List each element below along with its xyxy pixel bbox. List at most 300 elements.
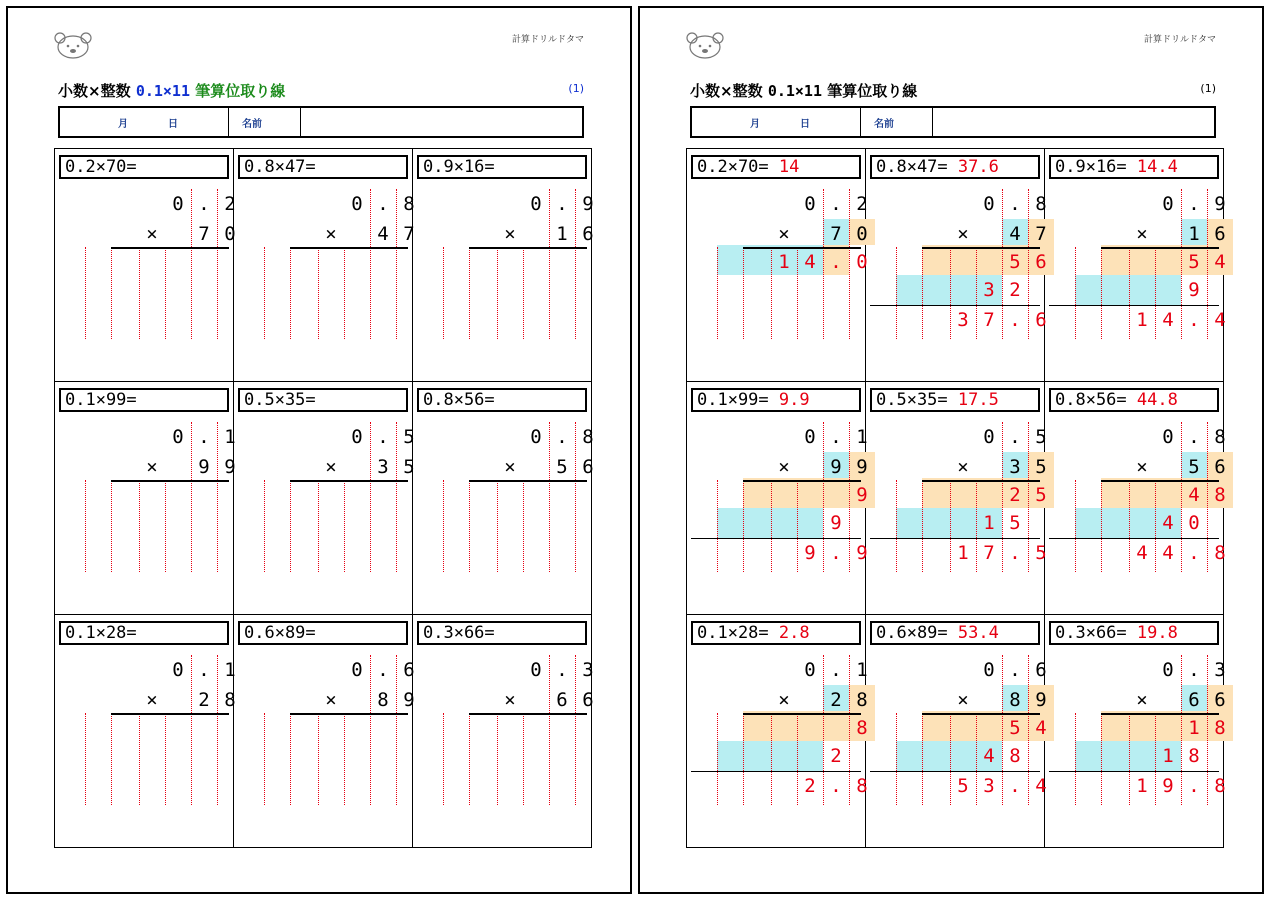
answer-cell	[687, 615, 866, 848]
digit: 8	[1214, 717, 1226, 739]
question-box	[691, 155, 861, 179]
digit: 4	[1162, 512, 1174, 534]
day-label: 日	[800, 119, 810, 130]
digit: 1	[224, 659, 236, 681]
digit: .	[1009, 426, 1021, 448]
digit: ×	[325, 223, 337, 245]
digit: .	[1188, 309, 1200, 331]
digit: 7	[403, 223, 415, 245]
digit: 4	[1162, 309, 1174, 331]
place-value-shade	[1075, 275, 1181, 305]
digit: 6	[556, 689, 568, 711]
answer-cell	[866, 382, 1045, 615]
digit: 1	[856, 659, 868, 681]
guide-line	[717, 713, 718, 805]
digit: 0	[530, 426, 542, 448]
digit: ×	[1136, 223, 1148, 245]
digit: .	[1009, 542, 1021, 564]
question-text: 0.3×66=	[423, 623, 495, 643]
digit: 2	[224, 193, 236, 215]
digit: 9	[1188, 279, 1200, 301]
digit: 4	[1035, 717, 1047, 739]
guide-line	[523, 247, 524, 339]
place-value-shade	[717, 741, 823, 771]
digit: 5	[1035, 456, 1047, 478]
bear-logo-icon	[684, 32, 726, 60]
digit: 5	[1188, 456, 1200, 478]
digit: 0	[804, 193, 816, 215]
digit: 0	[804, 426, 816, 448]
bear-logo-icon	[52, 32, 94, 60]
digit: 1	[983, 512, 995, 534]
digit: ×	[1136, 689, 1148, 711]
question-text: 0.1×28=	[697, 623, 769, 643]
digit: 3	[957, 309, 969, 331]
digit: 3	[1009, 456, 1021, 478]
question-box	[59, 388, 229, 412]
place-value-shade	[717, 508, 823, 538]
date-field[interactable]	[692, 108, 861, 136]
digit: 5	[1009, 251, 1021, 273]
answer-grid	[686, 148, 1224, 848]
answer-cell	[1045, 149, 1224, 382]
guide-line	[743, 247, 744, 339]
multiplication-line	[743, 713, 861, 715]
guide-line	[165, 713, 166, 805]
multiplication-line	[290, 247, 408, 249]
digit: 1	[1136, 775, 1148, 797]
multiplication-line	[469, 247, 587, 249]
digit: 0	[1162, 659, 1174, 681]
digit: 4	[804, 251, 816, 273]
guide-line	[896, 713, 897, 805]
digit: 8	[377, 689, 389, 711]
digit: 0	[1188, 512, 1200, 534]
question-box	[417, 155, 587, 179]
name-label-cell	[860, 108, 933, 136]
multiplication-line	[290, 480, 408, 482]
digit: 9	[1162, 775, 1174, 797]
digit: 0	[856, 251, 868, 273]
guide-line	[1075, 247, 1076, 339]
answer-text: 53.4	[957, 623, 999, 643]
digit: 0	[351, 193, 363, 215]
question-text: 0.1×99=	[65, 390, 137, 410]
digit: 2	[1009, 484, 1021, 506]
guide-line	[743, 713, 744, 805]
digit: 0	[856, 223, 868, 245]
digit: ×	[325, 689, 337, 711]
question-text: 0.1×28=	[65, 623, 137, 643]
question-text: 0.6×89=	[876, 623, 948, 643]
digit: 6	[1214, 689, 1226, 711]
answer-text: 9.9	[778, 390, 810, 410]
digit: 0	[172, 426, 184, 448]
digit: ×	[504, 689, 516, 711]
digit: 9	[830, 512, 842, 534]
sum-line	[1049, 771, 1219, 772]
digit: 6	[1035, 659, 1047, 681]
question-text: 0.6×89=	[244, 623, 316, 643]
guide-line	[1101, 480, 1102, 572]
answer-text: 2.8	[778, 623, 810, 643]
digit: 6	[1188, 689, 1200, 711]
digit: 7	[983, 542, 995, 564]
digit: 8	[856, 775, 868, 797]
digit: 6	[1035, 251, 1047, 273]
guide-line	[469, 480, 470, 572]
digit: .	[830, 659, 842, 681]
guide-line	[264, 247, 265, 339]
brand-text: 計算ドリルドタマ	[511, 35, 584, 45]
digit: 7	[1035, 223, 1047, 245]
question-text: 0.8×56=	[1055, 390, 1127, 410]
digit: ×	[146, 456, 158, 478]
guide-line	[344, 480, 345, 572]
digit: 3	[377, 456, 389, 478]
digit: ×	[146, 223, 158, 245]
question-box	[59, 155, 229, 179]
guide-line	[344, 713, 345, 805]
guide-line	[523, 480, 524, 572]
digit: ×	[504, 456, 516, 478]
digit: 4	[1009, 223, 1021, 245]
digit: 0	[1162, 193, 1174, 215]
problem-cell	[55, 149, 234, 382]
digit: 4	[1035, 775, 1047, 797]
digit: 1	[1188, 223, 1200, 245]
guide-line	[523, 713, 524, 805]
question-box	[691, 388, 861, 412]
guide-line	[165, 247, 166, 339]
digit: 0	[530, 193, 542, 215]
digit: 6	[582, 689, 594, 711]
digit: 7	[830, 223, 842, 245]
digit: 5	[403, 426, 415, 448]
digit: 8	[403, 193, 415, 215]
guide-line	[85, 713, 86, 805]
digit: 0	[351, 426, 363, 448]
title-suffix: 筆算位取り線	[827, 82, 918, 100]
guide-line	[264, 713, 265, 805]
guide-line	[85, 247, 86, 339]
digit: 2	[830, 745, 842, 767]
digit: 1	[957, 542, 969, 564]
question-text: 0.8×47=	[876, 157, 948, 177]
guide-line	[290, 247, 291, 339]
problem-cell	[234, 149, 413, 382]
digit: 8	[582, 426, 594, 448]
digit: ×	[778, 689, 790, 711]
digit: 5	[1035, 484, 1047, 506]
digit: 1	[1188, 717, 1200, 739]
digit: 2	[1009, 279, 1021, 301]
guide-line	[922, 247, 923, 339]
digit: 1	[1162, 745, 1174, 767]
digit: 0	[1162, 426, 1174, 448]
question-box	[238, 155, 408, 179]
question-box	[870, 621, 1040, 645]
problem-cell	[413, 382, 592, 615]
guide-line	[469, 247, 470, 339]
answer-text: 14.4	[1136, 157, 1178, 177]
name-label: 名前	[874, 119, 894, 130]
digit: 8	[1009, 745, 1021, 767]
digit: 6	[582, 223, 594, 245]
problem-cell	[234, 615, 413, 848]
problem-grid	[54, 148, 592, 848]
digit: 7	[198, 223, 210, 245]
name-field[interactable]	[932, 108, 1214, 136]
question-box	[1049, 388, 1219, 412]
digit: 2	[830, 689, 842, 711]
digit: 1	[1136, 309, 1148, 331]
digit: 4	[1136, 542, 1148, 564]
multiplication-line	[111, 713, 229, 715]
question-box	[59, 621, 229, 645]
question-text: 0.3×66=	[1055, 623, 1127, 643]
digit: .	[1188, 193, 1200, 215]
answer-cell	[687, 149, 866, 382]
digit: 0	[172, 193, 184, 215]
question-box	[238, 621, 408, 645]
problem-cell	[55, 382, 234, 615]
digit: .	[830, 193, 842, 215]
guide-line	[165, 480, 166, 572]
worksheet-title	[58, 80, 285, 101]
guide-line	[318, 247, 319, 339]
digit: ×	[957, 689, 969, 711]
digit: 0	[530, 659, 542, 681]
digit: 5	[1188, 251, 1200, 273]
digit: ×	[778, 456, 790, 478]
digit: 0	[172, 659, 184, 681]
sum-line	[691, 538, 861, 539]
digit: 9	[856, 456, 868, 478]
question-box	[1049, 155, 1219, 179]
digit: 9	[403, 689, 415, 711]
digit: 5	[1035, 542, 1047, 564]
digit: .	[1009, 775, 1021, 797]
digit: .	[198, 193, 210, 215]
digit: .	[1009, 193, 1021, 215]
digit: 9	[1214, 193, 1226, 215]
sum-line	[1049, 538, 1219, 539]
guide-line	[111, 480, 112, 572]
digit: 3	[1214, 659, 1226, 681]
digit: .	[1009, 659, 1021, 681]
multiplication-line	[111, 247, 229, 249]
guide-line	[771, 480, 772, 572]
name-date-box	[58, 106, 584, 138]
digit: 0	[804, 659, 816, 681]
name-label-cell	[228, 108, 301, 136]
sum-line	[870, 305, 1040, 306]
digit: 6	[403, 659, 415, 681]
digit: 8	[1188, 745, 1200, 767]
digit: ×	[957, 456, 969, 478]
digit: 3	[582, 659, 594, 681]
worksheet-page-problems	[6, 6, 632, 894]
digit: 1	[778, 251, 790, 273]
digit: .	[830, 251, 842, 273]
question-text: 0.8×56=	[423, 390, 495, 410]
day-label: 日	[168, 119, 178, 130]
digit: 0	[983, 659, 995, 681]
digit: 8	[1035, 193, 1047, 215]
digit: 3	[983, 775, 995, 797]
digit: 2	[856, 193, 868, 215]
digit: 5	[1035, 426, 1047, 448]
title-prefix: 小数×整数	[58, 82, 131, 100]
question-text: 0.8×47=	[244, 157, 316, 177]
guide-line	[318, 713, 319, 805]
guide-line	[1075, 480, 1076, 572]
guide-line	[497, 713, 498, 805]
digit: .	[1009, 309, 1021, 331]
guide-line	[922, 713, 923, 805]
guide-line	[344, 247, 345, 339]
name-field[interactable]	[300, 108, 582, 136]
digit: .	[198, 659, 210, 681]
brand-text: 計算ドリルドタマ	[1143, 35, 1216, 45]
digit: .	[1188, 426, 1200, 448]
guide-line	[1101, 713, 1102, 805]
guide-line	[111, 713, 112, 805]
digit: 8	[1214, 775, 1226, 797]
title-prefix: 小数×整数	[690, 82, 763, 100]
guide-line	[469, 713, 470, 805]
guide-line	[443, 480, 444, 572]
worksheet-title	[690, 80, 917, 101]
digit: 3	[983, 279, 995, 301]
question-text: 0.5×35=	[244, 390, 316, 410]
digit: 0	[983, 426, 995, 448]
question-box	[691, 621, 861, 645]
guide-line	[922, 480, 923, 572]
digit: 8	[856, 689, 868, 711]
digit: 5	[556, 456, 568, 478]
question-box	[238, 388, 408, 412]
digit: 5	[403, 456, 415, 478]
question-box	[1049, 621, 1219, 645]
guide-line	[443, 247, 444, 339]
sheet-number: (1)	[568, 82, 584, 95]
answer-cell	[1045, 615, 1224, 848]
digit: 4	[983, 745, 995, 767]
digit: 1	[856, 426, 868, 448]
title-suffix: 筆算位取り線	[195, 82, 286, 100]
month-label: 月	[750, 119, 760, 130]
digit: 0	[224, 223, 236, 245]
worksheet-page-answers	[638, 6, 1264, 894]
guide-line	[85, 480, 86, 572]
digit: 0	[351, 659, 363, 681]
multiplication-line	[469, 713, 587, 715]
answer-cell	[866, 149, 1045, 382]
digit: 1	[556, 223, 568, 245]
digit: .	[830, 426, 842, 448]
digit: 6	[582, 456, 594, 478]
digit: 8	[1009, 689, 1021, 711]
digit: .	[377, 193, 389, 215]
question-box	[870, 155, 1040, 179]
digit: 9	[224, 456, 236, 478]
digit: .	[1188, 659, 1200, 681]
name-label: 名前	[242, 119, 262, 130]
guide-line	[264, 480, 265, 572]
digit: 4	[1214, 309, 1226, 331]
date-field[interactable]	[60, 108, 229, 136]
digit: 4	[1214, 251, 1226, 273]
question-text: 0.9×16=	[423, 157, 495, 177]
digit: .	[556, 659, 568, 681]
name-date-box	[690, 106, 1216, 138]
guide-line	[139, 713, 140, 805]
digit: 9	[198, 456, 210, 478]
title-expression: 0.1×11	[767, 82, 822, 100]
digit: .	[556, 426, 568, 448]
digit: 5	[1009, 512, 1021, 534]
digit: 8	[224, 689, 236, 711]
digit: .	[377, 659, 389, 681]
digit: 9	[856, 542, 868, 564]
guide-line	[290, 713, 291, 805]
digit: 1	[224, 426, 236, 448]
digit: .	[198, 426, 210, 448]
digit: 8	[1214, 542, 1226, 564]
guide-line	[318, 480, 319, 572]
digit: ×	[957, 223, 969, 245]
problem-cell	[413, 615, 592, 848]
answer-text: 37.6	[957, 157, 999, 177]
digit: 8	[1214, 484, 1226, 506]
answer-cell	[866, 615, 1045, 848]
digit: .	[1188, 542, 1200, 564]
digit: 9	[1035, 689, 1047, 711]
guide-line	[497, 480, 498, 572]
question-text: 0.1×99=	[697, 390, 769, 410]
digit: .	[830, 775, 842, 797]
question-text: 0.9×16=	[1055, 157, 1127, 177]
digit: ×	[1136, 456, 1148, 478]
guide-line	[717, 480, 718, 572]
digit: 7	[983, 309, 995, 331]
month-label: 月	[118, 119, 128, 130]
guide-line	[1075, 713, 1076, 805]
guide-line	[139, 247, 140, 339]
digit: 4	[377, 223, 389, 245]
digit: ×	[778, 223, 790, 245]
answer-cell	[1045, 382, 1224, 615]
digit: ×	[146, 689, 158, 711]
digit: 6	[1214, 223, 1226, 245]
digit: 5	[957, 775, 969, 797]
guide-line	[743, 480, 744, 572]
answer-text: 19.8	[1136, 623, 1178, 643]
guide-line	[1101, 247, 1102, 339]
guide-line	[717, 247, 718, 339]
question-box	[870, 388, 1040, 412]
title-expression: 0.1×11	[135, 82, 190, 100]
sheet-number: (1)	[1200, 82, 1216, 95]
digit: 9	[804, 542, 816, 564]
multiplication-line	[290, 713, 408, 715]
digit: 4	[1188, 484, 1200, 506]
guide-line	[443, 713, 444, 805]
multiplication-line	[469, 480, 587, 482]
digit: 2	[804, 775, 816, 797]
